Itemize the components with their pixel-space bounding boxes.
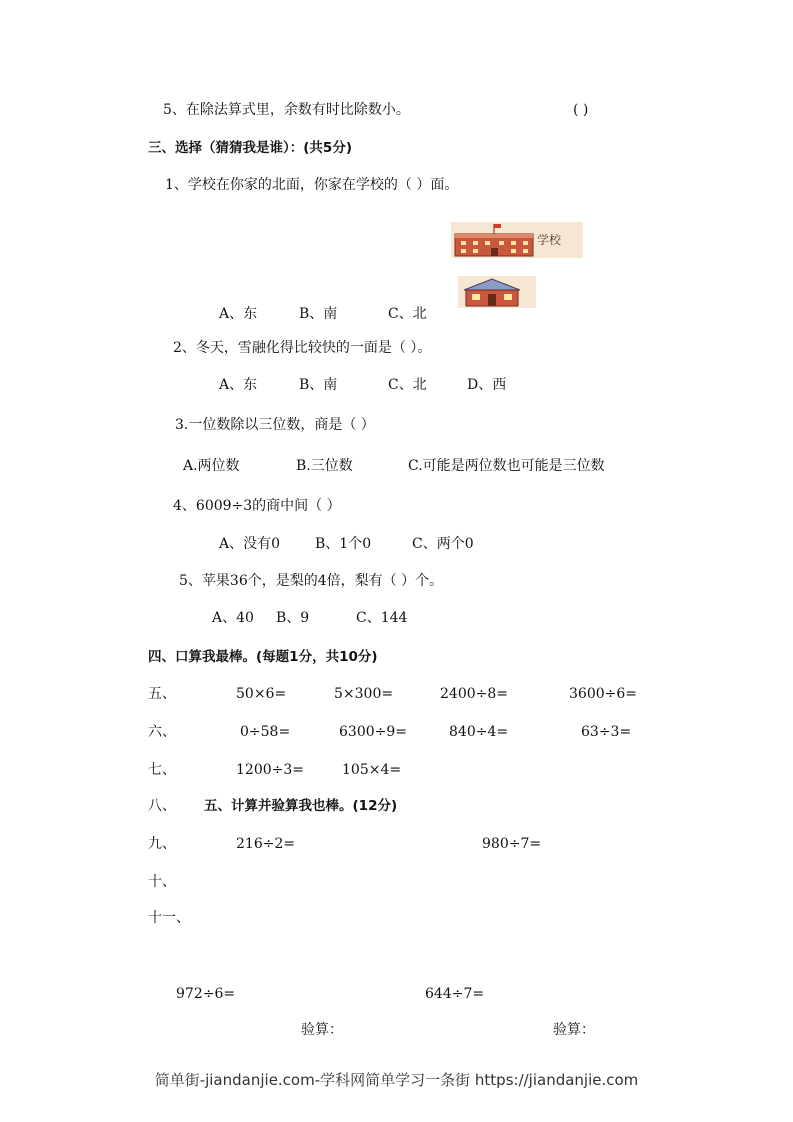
row-label-8: 八、 [148, 798, 176, 814]
mental-math-item: 63÷3= [581, 724, 632, 740]
section-title-mental-math: 四、口算我最棒。(每题1分，共10分) [148, 649, 378, 665]
q2-option-d: D、西 [467, 377, 507, 393]
row-label-7: 七、 [148, 762, 176, 778]
choice-question-1: 1、学校在你家的北面，你家在学校的（ ）面。 [165, 177, 459, 193]
q2-option-c: C、北 [388, 377, 427, 393]
judge-question-5: 5、在除法算式里，余数有时比除数小。 [163, 102, 410, 118]
mental-math-item: 2400÷8= [440, 686, 508, 702]
q3-option-c: C.可能是两位数也可能是三位数 [408, 458, 605, 474]
mental-math-item: 1200÷3= [236, 762, 304, 778]
q4-option-a: A、没有0 [219, 536, 281, 552]
q1-option-a: A、东 [219, 306, 258, 322]
school-building-icon [451, 222, 583, 258]
row-label-11: 十一、 [148, 910, 190, 926]
calc-item: 972÷6= [176, 986, 236, 1002]
q1-option-b: B、南 [299, 306, 338, 322]
mental-math-item: 3600÷6= [569, 686, 637, 702]
q3-option-a: A.两位数 [183, 458, 240, 474]
house-icon [458, 276, 536, 308]
choice-question-4: 4、6009÷3的商中间（ ） [173, 498, 341, 514]
q4-option-b: B、1个0 [315, 536, 372, 552]
mental-math-item: 5×300= [334, 686, 394, 702]
choice-question-2: 2、冬天，雪融化得比较快的一面是（ ）。 [173, 340, 432, 356]
check-label: 验算： [553, 1022, 595, 1038]
house-picture [458, 276, 536, 308]
row-label-6: 六、 [148, 724, 176, 740]
mental-math-item: 0÷58= [240, 724, 291, 740]
row-label-9: 九、 [148, 836, 176, 852]
calc-item: 644÷7= [425, 986, 485, 1002]
calc-item: 980÷7= [482, 836, 542, 852]
school-sign-text: 学校 [537, 233, 562, 247]
q5-option-c: C、144 [356, 610, 408, 626]
page-footer-watermark: 简单街-jiandanjie.com-学科网简单学习一条街 https://jiandanjie.com [154, 1071, 639, 1089]
section-title-choice: 三、选择（猜猜我是谁）：(共5分) [148, 140, 352, 156]
choice-question-5: 5、苹果36个，是梨的4倍，梨有（ ）个。 [179, 573, 444, 589]
row-label-10: 十、 [148, 874, 176, 890]
choice-question-3: 3.一位数除以三位数，商是（ ） [175, 417, 375, 433]
row-label-5: 五、 [148, 686, 176, 702]
q5-option-b: B、9 [276, 610, 310, 626]
q5-option-a: A、40 [212, 610, 254, 626]
mental-math-item: 105×4= [342, 762, 402, 778]
q2-option-b: B、南 [299, 377, 338, 393]
mental-math-item: 50×6= [236, 686, 287, 702]
answer-bracket: ( ) [573, 102, 589, 118]
q1-option-c: C、北 [388, 306, 427, 322]
q4-option-c: C、两个0 [412, 536, 474, 552]
mental-math-item: 840÷4= [449, 724, 509, 740]
calc-item: 216÷2= [236, 836, 296, 852]
q2-option-a: A、东 [219, 377, 258, 393]
mental-math-item: 6300÷9= [339, 724, 407, 740]
q3-option-b: B.三位数 [296, 458, 353, 474]
check-label: 验算： [301, 1022, 343, 1038]
section-title-calculation: 五、计算并验算我也棒。(12分) [204, 798, 398, 814]
school-building-picture [451, 222, 583, 258]
